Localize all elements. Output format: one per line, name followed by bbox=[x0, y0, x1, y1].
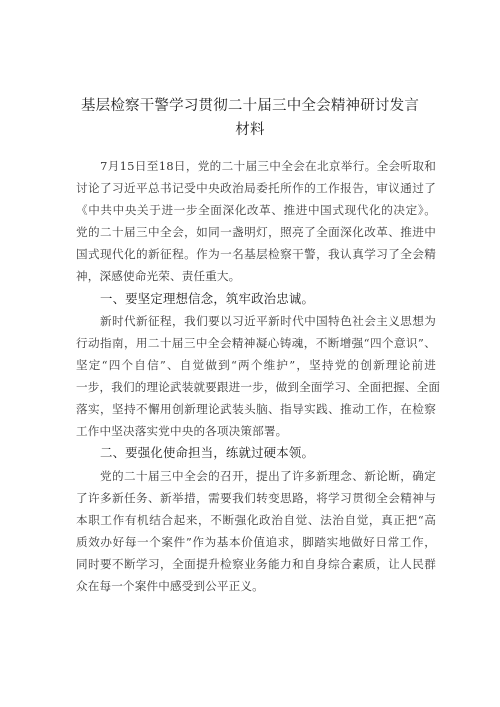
section-2-line-4: 质效办好每一个案件”作为基本价值追求，脚踏实地做好日常工作， bbox=[76, 535, 436, 549]
intro-line-4: 党的二十届三中全会，如同一盏明灯，照亮了全面深化改革、推进中 bbox=[76, 225, 436, 239]
section-1-line-6: 工作中坚决落实党中央的各项决策部署。 bbox=[76, 424, 288, 438]
section-2-line-3: 本职工作有机结合起来，不断强化政治自觉、法治自觉，真正把“高 bbox=[76, 513, 436, 527]
intro-line-5: 国式现代化的新征程。作为一名基层检察干警，我认真学习了全会精 bbox=[76, 247, 436, 261]
document-title-line-1: 基层检察干警学习贯彻二十届三中全会精神研讨发言 bbox=[80, 98, 420, 114]
intro-line-2: 讨论了习近平总书记受中央政治局委托所作的工作报告，审议通过了 bbox=[76, 181, 436, 195]
intro-line-3: 《中共中央关于进一步全面深化改革、推进中国式现代化的决定》。 bbox=[76, 203, 436, 217]
section-1-line-3: 坚定“四个自信”、自觉做到“两个维护”，坚持党的创新理论前进 bbox=[76, 358, 436, 372]
section-2-heading: 二、要强化使命担当，练就过硬本领。 bbox=[100, 445, 315, 460]
section-2-line-6: 众在每一个案件中感受到公平正义。 bbox=[76, 579, 264, 593]
section-1-heading: 一、要坚定理想信念，筑牢政治忠诚。 bbox=[100, 291, 315, 306]
document-title-line-2: 材料 bbox=[235, 122, 265, 138]
section-1-line-2: 行动指南，用二十届三中全会精神凝心铸魂，不断增强“四个意识”、 bbox=[76, 336, 436, 350]
section-2-line-5: 同时要不断学习，全面提升检察业务能力和自身综合素质，让人民群 bbox=[76, 557, 436, 571]
intro-line-6: 神，深感使命光荣、责任重大。 bbox=[76, 269, 241, 283]
intro-line-1: 7月15日至18日，党的二十届三中全会在北京举行。全会听取和 bbox=[100, 159, 436, 173]
section-1-line-5: 落实，坚持不懈用创新理论武装头脑、指导实践、推动工作，在检察 bbox=[76, 402, 436, 416]
section-2-line-1: 党的二十届三中全会的召开，提出了许多新理念、新论断，确定 bbox=[100, 469, 436, 483]
section-1-line-1: 新时代新征程，我们要以习近平新时代中国特色社会主义思想为 bbox=[100, 314, 436, 328]
section-2-line-2: 了许多新任务、新举措，需要我们转变思路，将学习贯彻全会精神与 bbox=[76, 491, 436, 505]
section-1-line-4: 一步，我们的理论武装就要跟进一步，做到全面学习、全面把握、全面 bbox=[76, 380, 441, 394]
